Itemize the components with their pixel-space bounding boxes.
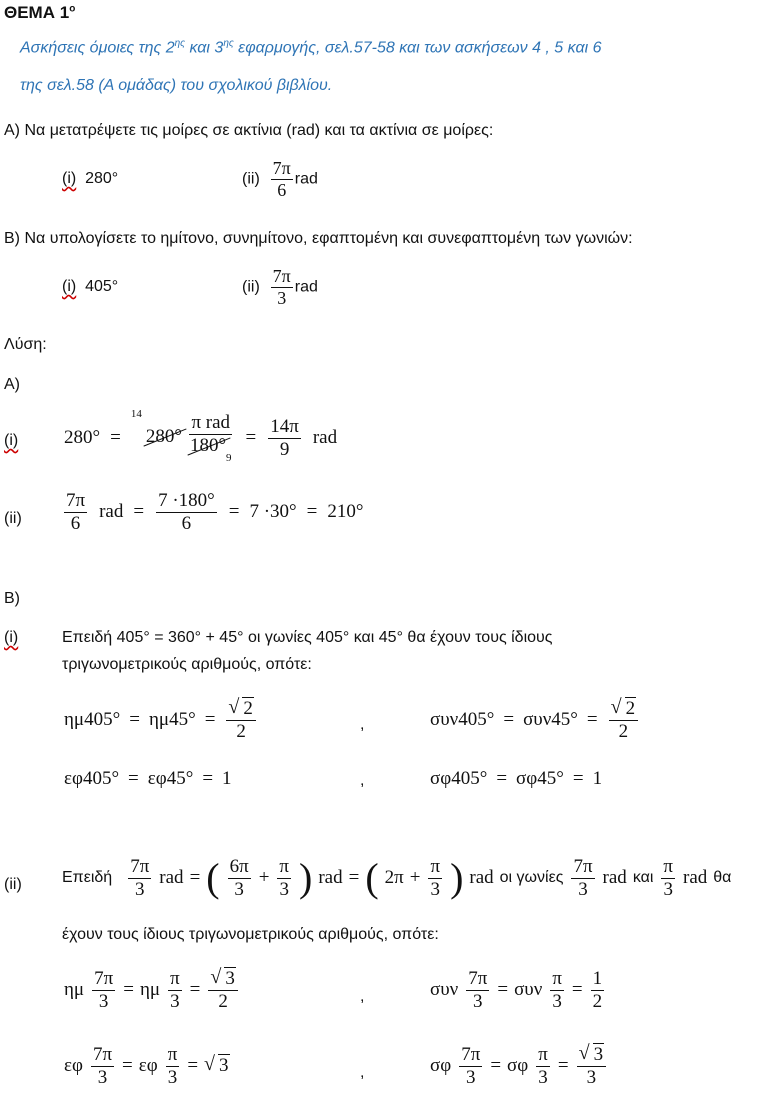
- mid: συν45°: [523, 709, 578, 731]
- fraction-7pi-3: [91, 1044, 114, 1089]
- qa-ii-fraction: [271, 158, 293, 200]
- title-text: ΘΕΜΑ 1: [4, 3, 70, 22]
- frac-den: 6: [277, 179, 287, 200]
- frac-num: 14π: [270, 415, 299, 437]
- fraction-pi-3: [550, 968, 564, 1013]
- solution-a-label: Α): [4, 376, 20, 393]
- unit: rad: [294, 278, 318, 296]
- result: 1: [592, 768, 603, 789]
- frac-den: 3: [430, 878, 441, 900]
- b-i-tan-equation: [64, 768, 232, 790]
- equals: =: [204, 709, 216, 731]
- equals: =: [187, 1055, 199, 1077]
- unit: rad: [683, 867, 708, 889]
- func: σφ: [430, 1055, 452, 1077]
- frac-num: 7π: [272, 158, 291, 178]
- qb-i-label: (i): [62, 278, 77, 295]
- frac-den: 3: [473, 990, 483, 1012]
- equals: =: [503, 709, 515, 731]
- unit: rad: [99, 501, 124, 523]
- equals: =: [228, 501, 240, 523]
- frac-num: π rad: [191, 412, 231, 433]
- fraction-7x180-6: [156, 490, 217, 535]
- equals: =: [189, 867, 201, 889]
- paren-open: (: [206, 855, 220, 901]
- angles-text: οι γωνίες: [499, 869, 564, 887]
- unit: rad: [602, 867, 627, 889]
- frac-den: 9: [279, 438, 290, 460]
- frac-den: 2: [236, 720, 246, 742]
- fraction-7pi-3: [128, 856, 151, 901]
- frac-num: π: [552, 968, 562, 989]
- question-b: Β) Να υπολογίσετε το ημίτονο, συνημίτονο, εφαπτομένη και συνεφαπτομένη των γωνιών:: [4, 230, 633, 247]
- equals: =: [128, 768, 139, 789]
- paren-close: ): [299, 855, 313, 901]
- equals: =: [572, 768, 584, 789]
- sqrt3-over-3: [577, 1044, 607, 1089]
- b-ii-text-2: έχουν τους ίδιους τριγωνομετρικούς αριθμούς, οπότε:: [62, 926, 439, 943]
- title-sup: ο: [69, 3, 76, 15]
- mid: σφ45°: [516, 768, 564, 789]
- lhs: εφ405°: [64, 768, 120, 789]
- qb-ii-fraction: [271, 266, 293, 308]
- fraction-7pi-3: [571, 856, 594, 901]
- solution-b-label: Β): [4, 590, 20, 607]
- step: 7 ·30°: [249, 501, 297, 523]
- plus: +: [258, 867, 270, 889]
- equals: =: [189, 979, 201, 1001]
- fraction-7pi-3: [466, 968, 489, 1013]
- sqrt2-over-2: [609, 698, 639, 743]
- unit: rad: [159, 867, 184, 889]
- func: εφ: [64, 1055, 83, 1077]
- fraction-pi-3: [277, 856, 291, 901]
- fraction-pi-over-180: [188, 412, 234, 464]
- solution-b-i-text-2: τριγωνομετρικούς αριθμούς, οπότε:: [62, 656, 312, 673]
- mid: εφ45°: [147, 768, 194, 789]
- frac-den: 2: [592, 990, 603, 1012]
- comma: ,: [360, 772, 365, 789]
- frac-den: 3: [277, 287, 287, 308]
- frac-num: π: [167, 1044, 178, 1065]
- frac-den: 3: [170, 990, 180, 1012]
- fraction-7pi-6: [64, 490, 87, 535]
- frac-den: 3: [578, 878, 588, 900]
- qa-i: [62, 170, 118, 188]
- equals: =: [129, 709, 140, 731]
- mid: ημ45°: [148, 709, 196, 731]
- unit: rad: [294, 170, 318, 188]
- equals: =: [306, 501, 318, 523]
- frac-den: 2: [218, 990, 228, 1012]
- equals: =: [490, 1055, 502, 1077]
- intro-line-2: της σελ.58 (Α ομάδας) του σχολικού βιβλίου.: [20, 77, 333, 94]
- equals: =: [571, 979, 583, 1001]
- unit: rad: [312, 427, 338, 449]
- result-fraction: [268, 416, 301, 461]
- solution-label: Λύση:: [4, 336, 47, 353]
- equals: =: [123, 979, 134, 1001]
- fraction-7pi-3: [92, 968, 115, 1013]
- frac-den: 6: [181, 512, 192, 534]
- frac-den: 3: [538, 1066, 548, 1088]
- solution-a-ii-label: (ii): [4, 510, 22, 527]
- solution-b-i-label: [4, 629, 18, 647]
- frac-den: 3: [97, 1066, 108, 1088]
- radicand: 2: [625, 698, 636, 719]
- intro-part: και 3: [185, 39, 224, 57]
- fraction-pi-3: [168, 968, 182, 1013]
- equals: =: [122, 1055, 133, 1077]
- frac-num: 7π: [92, 1044, 113, 1065]
- frac-num: 7 ·180°: [158, 490, 215, 511]
- func: ημ: [64, 979, 85, 1001]
- frac-den: 3: [586, 1066, 597, 1088]
- lhs: συν405°: [430, 709, 495, 731]
- frac-den: 3: [135, 878, 145, 900]
- frac-den: 2: [618, 720, 629, 742]
- intro-line-1: [20, 38, 601, 57]
- frac-den: 3: [663, 878, 673, 900]
- qb-ii-label: (ii): [242, 278, 260, 296]
- cancel-note-14: 14: [130, 408, 142, 420]
- frac-num: π: [279, 856, 290, 877]
- equals: =: [586, 709, 598, 731]
- qb-i: [62, 278, 118, 296]
- b-i-sin-equation: [64, 698, 258, 743]
- qa-ii-label: (ii): [242, 170, 260, 188]
- frac-num: π: [430, 856, 441, 877]
- qa-ii: [242, 158, 318, 200]
- cancel-note-9: 9: [226, 451, 232, 464]
- qb-ii: [242, 266, 318, 308]
- frac-num: 7π: [94, 968, 114, 989]
- two-pi: 2π: [384, 867, 404, 889]
- frac-num: 7π: [66, 490, 86, 511]
- frac-num: π: [170, 968, 180, 989]
- unit: rad: [469, 867, 494, 889]
- intro-part: Ασκήσεις όμοιες της 2: [20, 39, 175, 57]
- result: 210°: [327, 501, 364, 523]
- frac-den: 3: [98, 990, 109, 1012]
- cancel-product: [130, 408, 236, 464]
- fraction-pi-3: [428, 856, 442, 901]
- radicand: 3: [225, 968, 235, 989]
- since-text: Επειδή: [62, 869, 113, 887]
- cancelled-180: 180°: [189, 434, 227, 456]
- equals: =: [348, 867, 360, 889]
- question-a: Α) Να μετατρέψετε τις μοίρες σε ακτίνια (rad) και τα ακτίνια σε μοίρες:: [4, 122, 494, 139]
- func: ημ: [139, 979, 161, 1001]
- solution-a-ii-equation: [62, 490, 364, 535]
- fraction-6pi-3: [228, 856, 251, 901]
- frac-den: 3: [234, 878, 244, 900]
- b-ii-cot-equation: [430, 1044, 608, 1089]
- frac-den: 3: [167, 1066, 178, 1088]
- func: σφ: [507, 1055, 529, 1077]
- fraction-pi-3: [661, 856, 675, 901]
- radicand: 2: [243, 698, 253, 719]
- b-i-cot-equation: [430, 768, 602, 790]
- paren-open: (: [365, 855, 379, 901]
- unit: rad: [318, 867, 343, 889]
- b-ii-sin-equation: [64, 968, 240, 1013]
- b-ii-since-line: [62, 856, 731, 901]
- frac-den: 3: [279, 878, 289, 900]
- lhs: ημ405°: [64, 709, 121, 731]
- label-text: (i): [4, 432, 19, 449]
- comma: ,: [360, 1064, 365, 1081]
- cancelled-280: 280°: [145, 426, 182, 447]
- func: συν: [430, 979, 459, 1001]
- result: 1: [222, 768, 232, 789]
- intro-part: εφαρμογής, σελ.57-58 και των ασκήσεων 4 , 5 και 6: [233, 39, 602, 57]
- fraction-pi-3: [166, 1044, 180, 1089]
- b-i-cos-equation: [430, 698, 640, 743]
- qa-i-label: (i): [62, 170, 77, 187]
- lhs: σφ405°: [430, 768, 488, 789]
- frac-num: π: [538, 1044, 548, 1065]
- frac-num: 7π: [272, 266, 291, 286]
- one-over-2: [591, 968, 605, 1013]
- page-title: [4, 3, 75, 23]
- func: εφ: [138, 1055, 158, 1077]
- paren-close: ): [450, 855, 464, 901]
- and-text: και: [632, 869, 654, 887]
- radicand: 3: [219, 1055, 229, 1077]
- b-ii-cos-equation: [430, 968, 606, 1013]
- solution-a-i-equation: [64, 408, 338, 464]
- frac-num: 6π: [229, 856, 249, 877]
- equals: =: [202, 768, 214, 789]
- qa-i-value: 280°: [85, 170, 119, 187]
- comma: ,: [360, 716, 365, 733]
- will-text: θα: [713, 869, 732, 887]
- radicand: 3: [593, 1044, 604, 1065]
- func: συν: [514, 979, 543, 1001]
- solution-b-ii-label: (ii): [4, 876, 22, 893]
- plus: +: [409, 867, 421, 889]
- equals: =: [133, 501, 145, 523]
- b-ii-equation: [126, 856, 493, 901]
- frac-num: 7π: [468, 968, 488, 989]
- frac-num: 1: [592, 968, 603, 989]
- label-text: (i): [4, 629, 19, 646]
- frac-num: π: [663, 856, 674, 877]
- sqrt3: [204, 1055, 230, 1077]
- lhs: 280°: [64, 427, 101, 449]
- sqrt2-over-2: [226, 698, 256, 743]
- comma: ,: [360, 988, 365, 1005]
- sqrt3-over-2: [208, 968, 238, 1013]
- equals: =: [496, 768, 508, 789]
- fraction-pi-3: [536, 1044, 550, 1089]
- intro-sup: ης: [223, 38, 234, 49]
- fraction-7pi-3: [459, 1044, 482, 1089]
- equals: =: [110, 427, 121, 449]
- frac-num: 7π: [461, 1044, 481, 1065]
- frac-den: 3: [552, 990, 562, 1012]
- frac-num: 7π: [130, 856, 150, 877]
- solution-b-i-text-1: Επειδή 405° = 360° + 45° οι γωνίες 405° και 45° θα έχουν τους ίδιους: [62, 629, 553, 646]
- b-ii-tan-equation: [64, 1044, 230, 1089]
- frac-num: 7π: [573, 856, 593, 877]
- equals: =: [557, 1055, 569, 1077]
- frac-den: 3: [466, 1066, 476, 1088]
- frac-den: 6: [70, 512, 81, 534]
- equals: =: [497, 979, 509, 1001]
- intro-sup: ης: [174, 38, 186, 49]
- qb-i-value: 405°: [85, 278, 119, 295]
- solution-a-i-label: [4, 432, 18, 450]
- equals: =: [245, 427, 257, 449]
